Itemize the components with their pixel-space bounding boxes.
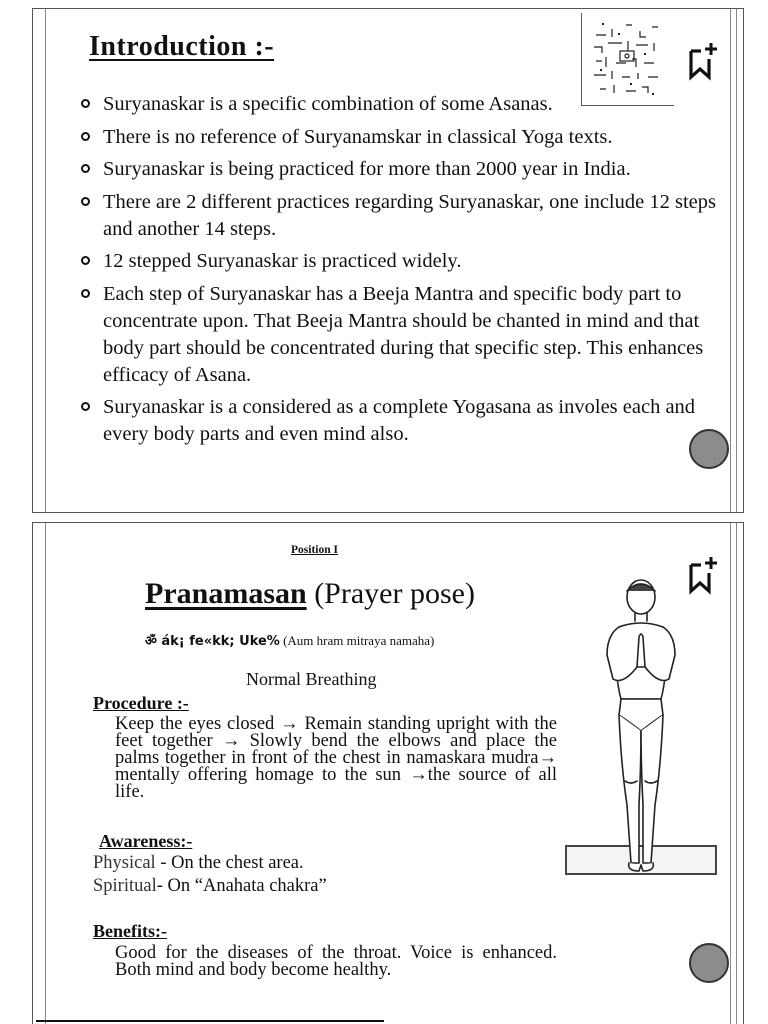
breathing-note: Normal Breathing (246, 669, 377, 689)
list-item: Suryanaskar is being practiced for more than 2000 year in India. (81, 156, 731, 183)
slide-border-left (45, 523, 46, 1024)
intro-bullet-list (81, 91, 731, 454)
slide-title: Introduction :- (89, 31, 275, 62)
slide-border-right-outer (736, 9, 737, 512)
circle-button-icon[interactable] (689, 943, 729, 983)
circle-button-icon[interactable] (689, 429, 729, 469)
list-item: Each step of Suryanaskar has a Beeja Mantra and specific body part to concentrate upon. That Beeja Mantra should be chanted in mind and that body part should be concentrated during that specific step. This enhances efficacy of Asana. (81, 281, 731, 389)
list-item: There are 2 different practices regarding Suryanaskar, one include 12 steps and another 14 steps. (81, 189, 731, 243)
bullet-icon (81, 402, 90, 411)
slide-border-right (730, 523, 731, 1024)
pose-english-name: (Prayer pose) (314, 577, 475, 610)
procedure-text: Keep the eyes closed → Remain standing upright with the feet together → Slowly bend the elbows and place the palms together in front of the chest in namaskara mudra→ mentally offering homage to the sun →the source of all life. (115, 714, 557, 802)
bullet-icon (81, 132, 90, 141)
bullet-icon (81, 197, 90, 206)
bullet-icon (81, 164, 90, 173)
awareness-heading: Awareness:- (99, 831, 193, 851)
divider (36, 1020, 384, 1022)
slide-border-left (45, 9, 46, 512)
bookmark-add-icon[interactable] (685, 41, 719, 81)
pose-name: Pranamasan (145, 577, 307, 610)
position-label: Position I (291, 544, 338, 556)
bookmark-add-icon[interactable] (685, 555, 719, 595)
list-item: Suryanaskar is a specific combination of some Asanas. (81, 91, 731, 118)
procedure-heading: Procedure :- (93, 693, 189, 713)
benefits-text: Good for the diseases of the throat. Voice is enhanced. Both mind and body become healthy. (115, 943, 557, 980)
bullet-icon (81, 256, 90, 265)
mantra-script: ॐ ák¡ fe«kk; Uke% (145, 634, 280, 649)
list-item: 12 stepped Suryanaskar is practiced widely. (81, 248, 731, 275)
bullet-icon (81, 289, 90, 298)
slide-pranamasan (32, 522, 744, 1024)
pose-title (145, 577, 475, 611)
physical-awareness: Physical - On the chest area. (93, 853, 304, 873)
slide-introduction (32, 8, 744, 513)
bullet-icon (81, 99, 90, 108)
list-item: Suryanaskar is a considered as a complete Yogasana as involes each and every body parts and even mind also. (81, 394, 731, 448)
spiritual-awareness: Spiritual- On “Anahata chakra” (93, 876, 327, 896)
beeja-mantra (145, 631, 434, 649)
mantra-transliteration: (Aum hram mitraya namaha) (283, 633, 435, 648)
prayer-pose-figure-icon (561, 575, 721, 875)
list-item: There is no reference of Suryanamskar in classical Yoga texts. (81, 124, 731, 151)
benefits-heading: Benefits:- (93, 921, 167, 941)
slide-border-right-outer (736, 523, 737, 1024)
